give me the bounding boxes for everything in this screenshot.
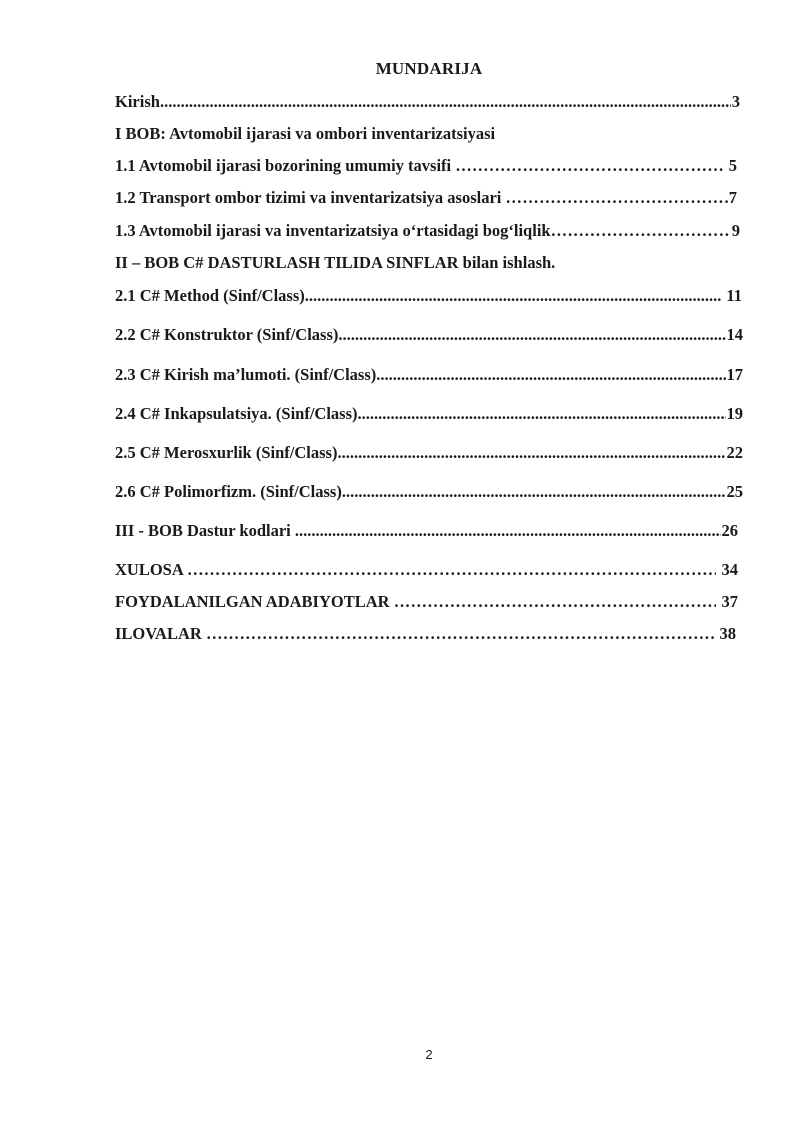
dot-leader bbox=[455, 156, 723, 176]
page-number-footer: 2 bbox=[425, 1047, 433, 1062]
toc-entry-label: 2.4 C# Inkapsulatsiya. (Sinf/Class) bbox=[115, 404, 358, 423]
dot-leader bbox=[187, 560, 716, 580]
toc-entry-2-6[interactable] bbox=[115, 482, 743, 502]
toc-entry-chapter-3[interactable] bbox=[115, 521, 738, 541]
dot-leader bbox=[551, 221, 731, 241]
toc-entry-ilovalar[interactable] bbox=[115, 624, 736, 644]
toc-entry-label: 1.1 Avtomobil ijarasi bozorining umumiy tavsifi bbox=[115, 156, 456, 175]
dot-leader bbox=[338, 325, 725, 345]
toc-entry-2-2[interactable] bbox=[115, 325, 743, 345]
dot-leader bbox=[394, 592, 717, 612]
toc-entry-2-3[interactable] bbox=[115, 365, 743, 385]
dot-leader bbox=[505, 188, 727, 208]
dot-leader bbox=[295, 521, 721, 541]
toc-entry-label: XULOSA bbox=[115, 560, 187, 579]
toc-entry-1-1[interactable] bbox=[115, 156, 737, 176]
toc-entry-label: FOYDALANILGAN ADABIYOTLAR bbox=[115, 592, 394, 611]
dot-leader bbox=[376, 365, 725, 385]
dot-leader bbox=[337, 443, 725, 463]
toc-entry-adabiyotlar[interactable] bbox=[115, 592, 738, 612]
toc-entry-label: Kirish bbox=[115, 92, 160, 111]
toc-entry-2-4[interactable] bbox=[115, 404, 743, 424]
toc-entry-kirish[interactable] bbox=[115, 92, 740, 112]
toc-entry-page: 22 bbox=[726, 443, 743, 462]
toc-entry-page: 17 bbox=[726, 365, 743, 384]
dot-leader bbox=[206, 624, 714, 644]
toc-entry-label: 2.2 C# Konstruktor (Sinf/Class) bbox=[115, 325, 339, 344]
toc-entry-page: 3 bbox=[731, 92, 740, 111]
toc-entry-page: 11 bbox=[722, 286, 742, 305]
toc-entry-page: 37 bbox=[717, 592, 738, 611]
toc-entry-page: 7 bbox=[728, 188, 737, 207]
toc-entry-page: 25 bbox=[726, 482, 743, 501]
dot-leader bbox=[358, 404, 726, 424]
toc-chapter-1[interactable]: I BOB: Avtomobil ijarasi va ombori inventarizatsiyasi bbox=[115, 124, 496, 143]
toc-entry-page: 5 bbox=[724, 156, 737, 175]
toc-entry-label: 2.5 C# Merosxurlik (Sinf/Class) bbox=[115, 443, 338, 462]
dot-leader bbox=[160, 92, 731, 112]
toc-chapter-2[interactable]: II – BOB C# DASTURLASH TILIDA SINFLAR bilan ishlash. bbox=[115, 253, 556, 272]
toc-entry-1-2[interactable] bbox=[115, 188, 737, 208]
dot-leader bbox=[305, 286, 722, 306]
toc-entry-label: 2.3 C# Kirish ma’lumoti. (Sinf/Class) bbox=[115, 365, 377, 384]
toc-entry-page: 9 bbox=[731, 221, 740, 240]
toc-entry-page: 34 bbox=[717, 560, 738, 579]
toc-entry-label: 1.2 Transport ombor tizimi va inventarizatsiya asoslari bbox=[115, 188, 506, 207]
toc-entry-1-3[interactable] bbox=[115, 221, 740, 241]
dot-leader bbox=[342, 482, 726, 502]
toc-entry-2-1[interactable] bbox=[115, 286, 742, 306]
toc-entry-page: 19 bbox=[726, 404, 743, 423]
toc-entry-page: 26 bbox=[721, 521, 738, 540]
toc-entry-label: 2.6 C# Polimorfizm. (Sinf/Class) bbox=[115, 482, 342, 501]
toc-entry-xulosa[interactable] bbox=[115, 560, 738, 580]
toc-entry-page: 38 bbox=[715, 624, 736, 643]
toc-title: MUNDARIJA bbox=[375, 59, 483, 78]
toc-entry-label: ILOVALAR bbox=[115, 624, 206, 643]
toc-entry-label: III - BOB Dastur kodlari bbox=[115, 521, 295, 540]
toc-entry-2-5[interactable] bbox=[115, 443, 743, 463]
toc-entry-label: 2.1 C# Method (Sinf/Class) bbox=[115, 286, 305, 305]
toc-entry-page: 14 bbox=[726, 325, 743, 344]
toc-entry-label: 1.3 Avtomobil ijarasi va inventarizatsiya o‘rtasidagi bog‘liqlik bbox=[115, 221, 551, 240]
